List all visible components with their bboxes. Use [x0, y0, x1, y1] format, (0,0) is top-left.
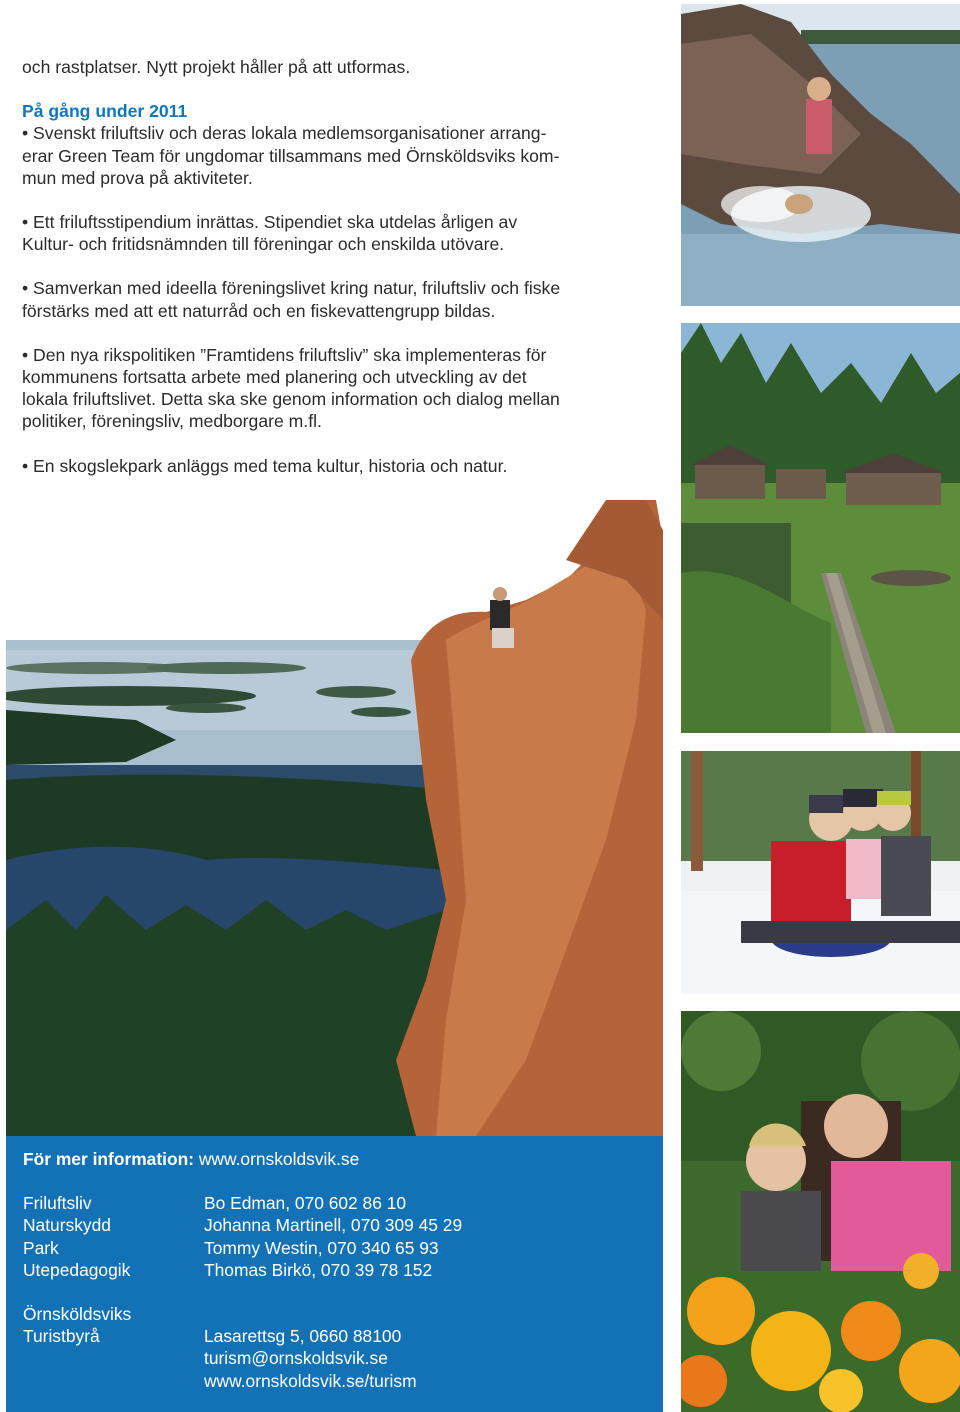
tourist-office-row	[23, 1370, 653, 1392]
photo-cabins	[681, 323, 960, 733]
section-heading: På gång under 2011	[22, 101, 188, 122]
contact-person: Johanna Martinell, 070 309 45 29	[204, 1215, 463, 1236]
tourist-office-web[interactable]: www.ornskoldsvik.se/turism	[204, 1370, 417, 1391]
bullet-2-line-1: • Ett friluftsstipendium inrättas. Stipendiet ska utdelas årligen av	[22, 212, 518, 233]
bullet-4-line-4: politiker, föreningsliv, medborgare m.fl.	[22, 411, 322, 432]
bullet-3-line-2: förstärks med att ett naturråd och en fiskevattengrupp bildas.	[22, 300, 496, 321]
contact-info-box	[6, 1136, 663, 1412]
photo-swimming	[681, 4, 960, 306]
photo-flowers	[681, 1011, 960, 1412]
bullet-2-line-2: Kultur- och fritidsnämnden till föreningar och enskilda utövare.	[22, 234, 505, 255]
tourist-office-row	[23, 1303, 653, 1325]
contact-role: Naturskydd	[23, 1215, 111, 1236]
bullet-4-line-2: kommunens fortsatta arbete med planering och utveckling av det	[22, 367, 527, 388]
bullet-1-line-2: erar Green Team för ungdomar tillsammans med Örnsköldsviks kom-	[22, 145, 560, 166]
bullet-4-line-3: lokala friluftslivet. Detta ska ske genom information och dialog mellan	[22, 389, 560, 410]
contact-row	[23, 1237, 653, 1259]
main-text	[22, 56, 667, 477]
tourist-office-email[interactable]: turism@ornskoldsvik.se	[204, 1348, 388, 1369]
tourist-office-name-1: Örnsköldsviks	[23, 1304, 132, 1325]
tourist-office-row	[23, 1325, 653, 1347]
bullet-5-line-1: • En skogslekpark anläggs med tema kultur, historia och natur.	[22, 455, 508, 476]
bullet-1-line-3: mun med prova på aktiviteter.	[22, 167, 253, 188]
contact-role: Park	[23, 1237, 59, 1258]
contact-role: Friluftsliv	[23, 1193, 92, 1214]
bullet-4-line-1: • Den nya rikspolitiken ”Framtidens friluftsliv” ska implementeras för	[22, 344, 547, 365]
contact-person: Tommy Westin, 070 340 65 93	[204, 1237, 439, 1258]
contact-role: Utepedagogik	[23, 1259, 131, 1280]
bullet-1-line-1: • Svenskt friluftsliv och deras lokala medlemsorganisationer arrang-	[22, 123, 547, 144]
more-info-label: För mer information:	[23, 1149, 195, 1169]
contact-row	[23, 1192, 653, 1214]
contact-person: Thomas Birkö, 070 39 78 152	[204, 1259, 433, 1280]
photo-cliff-view	[6, 500, 663, 1136]
contact-row	[23, 1259, 653, 1281]
more-info-url[interactable]: www.ornskoldsvik.se	[198, 1149, 360, 1169]
contact-person: Bo Edman, 070 602 86 10	[204, 1193, 407, 1214]
photo-sledding	[681, 751, 960, 994]
contact-row	[23, 1214, 653, 1236]
bullet-3-line-1: • Samverkan med ideella föreningslivet kring natur, friluftsliv och fiske	[22, 278, 561, 299]
tourist-office-address: Lasarettsg 5, 0660 88100	[204, 1326, 402, 1347]
contact-info-content	[23, 1148, 653, 1392]
tourist-office-name-2: Turistbyrå	[23, 1326, 100, 1347]
tourist-office-row	[23, 1347, 653, 1369]
lead-paragraph: och rastplatser. Nytt projekt håller på att utformas.	[22, 57, 411, 77]
